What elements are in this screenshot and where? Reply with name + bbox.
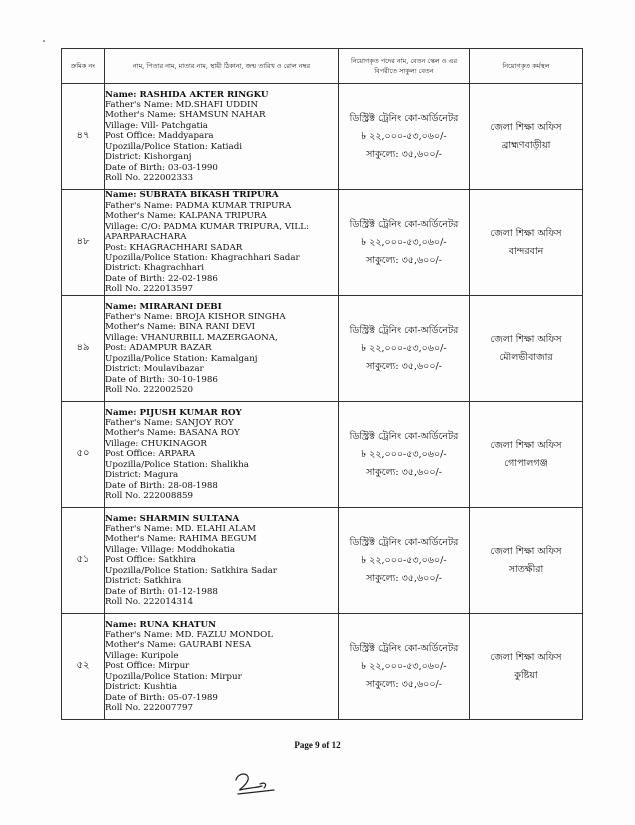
candidate-detail-line: Father's Name: MD.SHAFI UDDIN bbox=[105, 100, 259, 111]
candidate-detail-line: Roll No. 222002520 bbox=[105, 384, 194, 395]
candidate-info bbox=[105, 614, 339, 720]
candidate-detail-line: Upozilla/Police Station: Kamalganj bbox=[105, 353, 258, 364]
page-number: Page 9 of 12 bbox=[294, 740, 341, 750]
candidate-detail-line: Post Office: Mirpur bbox=[105, 661, 190, 672]
pay-scale: ৳ ২২,০০০-৫৩,০৬০/- bbox=[361, 130, 447, 142]
appointment-table bbox=[61, 48, 583, 720]
candidate-info bbox=[105, 296, 339, 402]
candidate-detail-line: Mother's Name: KALPANA TRIPURA bbox=[105, 211, 267, 222]
table-row bbox=[62, 508, 583, 614]
header-info: নাম, পিতার নাম, মাতার নাম, স্থায়ী ঠিকানা, জন্ম তারিখ ও রোল নম্বর bbox=[105, 49, 339, 84]
candidate-detail-line: Upozilla/Police Station: Shalikha bbox=[105, 459, 249, 470]
candidate-name: Name: PIJUSH KUMAR ROY bbox=[105, 407, 242, 418]
candidate-detail-line: Mother's Name: BINA RANI DEVI bbox=[105, 322, 256, 333]
candidate-detail-line: Mother's Name: BASANA ROY bbox=[105, 428, 240, 439]
candidate-detail-line: Upozilla/Police Station: Satkhira Sadar bbox=[105, 565, 277, 576]
candidate-detail-line: Village: C/O: PADMA KUMAR TRIPURA, VILL: bbox=[105, 221, 309, 232]
candidate-detail-line: APARPARACHARA bbox=[105, 232, 187, 243]
post-and-salary bbox=[339, 508, 470, 614]
candidate-detail-line: Father's Name: SANJOY ROY bbox=[105, 418, 234, 429]
candidate-detail-line: Upozilla/Police Station: Khagrachhari Sadar bbox=[105, 252, 300, 263]
candidate-detail-line: District: Kishorganj bbox=[105, 152, 192, 163]
candidate-name: Name: SHARMIN SULTANA bbox=[105, 513, 240, 524]
candidate-name: Name: MIRARANI DEBI bbox=[105, 301, 222, 312]
header-serial: ক্রমিক নং bbox=[62, 49, 105, 84]
total-salary: সাকুল্যে: ৩৫,৬০০/- bbox=[366, 466, 442, 478]
candidate-detail-line: Mother's Name: RAHIMA BEGUM bbox=[105, 534, 257, 545]
table-row bbox=[62, 402, 583, 508]
pay-scale: ৳ ২২,০০০-৫৩,০৬০/- bbox=[361, 236, 447, 248]
candidate-detail-line: Village: Vill- Patchgatia bbox=[105, 120, 208, 131]
candidate-info bbox=[105, 508, 339, 614]
candidate-detail-line: Father's Name: MD. ELAHI ALAM bbox=[105, 524, 256, 535]
post-and-salary bbox=[339, 190, 470, 296]
workplace bbox=[470, 296, 583, 402]
candidate-detail-line: Post: ADAMPUR BAZAR bbox=[105, 343, 212, 354]
candidate-detail-line: Post Office: ARPARA bbox=[105, 449, 196, 460]
candidate-detail-line: Post Office: Satkhira bbox=[105, 555, 196, 566]
office-name: জেলা শিক্ষা অফিস bbox=[490, 439, 562, 451]
candidate-detail-line: Date of Birth: 01-12-1988 bbox=[105, 586, 218, 597]
scan-speck bbox=[43, 40, 45, 42]
candidate-detail-line: Roll No. 222008859 bbox=[105, 490, 194, 501]
candidate-detail-line: Roll No. 222002333 bbox=[105, 172, 194, 183]
workplace bbox=[470, 614, 583, 720]
candidate-detail-line: Upozilla/Police Station: Katiadi bbox=[105, 141, 243, 152]
candidate-detail-line: Date of Birth: 30-10-1986 bbox=[105, 374, 218, 385]
post-title: ডিস্ট্রিক্ট ট্রেনিং কো-অর্ডিনেটর bbox=[349, 324, 459, 336]
post-title: ডিস্ট্রিক্ট ট্রেনিং কো-অর্ডিনেটর bbox=[349, 218, 459, 230]
candidate-detail-line: District: Kushtia bbox=[105, 682, 178, 693]
pay-scale: ৳ ২২,০০০-৫৩,০৬০/- bbox=[361, 448, 447, 460]
serial-number: ৪৮ bbox=[62, 190, 105, 296]
table-row bbox=[62, 84, 583, 190]
office-district: কুষ্টিয়া bbox=[514, 669, 538, 681]
workplace bbox=[470, 508, 583, 614]
workplace bbox=[470, 84, 583, 190]
table-row bbox=[62, 190, 583, 296]
office-district: সাতক্ষীরা bbox=[508, 563, 544, 575]
candidate-detail-line: Roll No. 222007797 bbox=[105, 702, 194, 713]
candidate-detail-line: Date of Birth: 28-08-1988 bbox=[105, 480, 218, 491]
candidate-detail-line: Date of Birth: 05-07-1989 bbox=[105, 692, 218, 703]
candidate-detail-line: District: Satkhira bbox=[105, 576, 182, 587]
table-row bbox=[62, 614, 583, 720]
candidate-detail-line: Roll No. 222013597 bbox=[105, 284, 194, 295]
candidate-detail-line: Date of Birth: 03-03-1990 bbox=[105, 162, 218, 173]
candidate-detail-line: Village: Kuripole bbox=[105, 650, 179, 661]
handwritten-signature bbox=[230, 768, 280, 798]
table-header-row bbox=[62, 49, 583, 84]
office-district: বান্দরবান bbox=[508, 245, 544, 257]
serial-number: ৫১ bbox=[62, 508, 105, 614]
candidate-detail-line: Father's Name: BROJA KISHOR SINGHA bbox=[105, 312, 286, 323]
office-name: জেলা শিক্ষা অফিস bbox=[490, 121, 562, 133]
candidate-detail-line: Mother's Name: GAURABI NESA bbox=[105, 640, 252, 651]
candidate-name: Name: RUNA KHATUN bbox=[105, 619, 217, 630]
candidate-name: Name: RASHIDA AKTER RINGKU bbox=[105, 89, 269, 100]
post-title: ডিস্ট্রিক্ট ট্রেনিং কো-অর্ডিনেটর bbox=[349, 430, 459, 442]
candidate-info bbox=[105, 84, 339, 190]
candidate-info bbox=[105, 190, 339, 296]
total-salary: সাকুল্যে: ৩৫,৬০০/- bbox=[366, 572, 442, 584]
candidate-detail-line: District: Khagrachhari bbox=[105, 263, 204, 274]
post-and-salary bbox=[339, 296, 470, 402]
serial-number: ৫০ bbox=[62, 402, 105, 508]
pay-scale: ৳ ২২,০০০-৫৩,০৬০/- bbox=[361, 342, 447, 354]
table-row bbox=[62, 296, 583, 402]
total-salary: সাকুল্যে: ৩৫,৬০০/- bbox=[366, 678, 442, 690]
serial-number: ৪৯ bbox=[62, 296, 105, 402]
post-title: ডিস্ট্রিক্ট ট্রেনিং কো-অর্ডিনেটর bbox=[349, 112, 459, 124]
pay-scale: ৳ ২২,০০০-৫৩,০৬০/- bbox=[361, 554, 447, 566]
total-salary: সাকুল্যে: ৩৫,৬০০/- bbox=[366, 360, 442, 372]
pay-scale: ৳ ২২,০০০-৫৩,০৬০/- bbox=[361, 660, 447, 672]
total-salary: সাকুল্যে: ৩৫,৬০০/- bbox=[366, 254, 442, 266]
total-salary: সাকুল্যে: ৩৫,৬০০/- bbox=[366, 148, 442, 160]
post-title: ডিস্ট্রিক্ট ট্রেনিং কো-অর্ডিনেটর bbox=[349, 642, 459, 654]
office-name: জেলা শিক্ষা অফিস bbox=[490, 545, 562, 557]
post-and-salary bbox=[339, 402, 470, 508]
post-and-salary bbox=[339, 84, 470, 190]
office-name: জেলা শিক্ষা অফিস bbox=[490, 651, 562, 663]
candidate-name: Name: SUBRATA BIKASH TRIPURA bbox=[105, 190, 279, 201]
workplace bbox=[470, 190, 583, 296]
candidate-detail-line: Father's Name: MD. FAZLU MONDOL bbox=[105, 630, 273, 641]
office-district: মৌলভীবাজার bbox=[499, 351, 553, 363]
serial-number: ৫২ bbox=[62, 614, 105, 720]
candidate-detail-line: Mother's Name: SHAMSUN NAHAR bbox=[105, 110, 266, 121]
candidate-info bbox=[105, 402, 339, 508]
post-and-salary bbox=[339, 614, 470, 720]
office-district: ব্রাহ্মণবাড়ীয়া bbox=[501, 139, 551, 151]
candidate-detail-line: Post Office: Maddyapara bbox=[105, 131, 214, 142]
candidate-detail-line: Father's Name: PADMA KUMAR TRIPURA bbox=[105, 200, 292, 211]
candidate-detail-line: Post: KHAGRACHHARI SADAR bbox=[105, 242, 243, 253]
candidate-detail-line: Village: CHUKINAGOR bbox=[105, 438, 207, 449]
header-office: নিয়োগকৃত কর্মস্থল bbox=[470, 49, 583, 84]
candidate-detail-line: Village: VHANURBILL MAZERGAONA, bbox=[105, 332, 278, 343]
candidate-detail-line: Date of Birth: 22-02-1986 bbox=[105, 273, 218, 284]
serial-number: ৪৭ bbox=[62, 84, 105, 190]
header-post: নিয়োগকৃত পদের নাম, বেতন স্কেল ও এর বিপরীতে সাকুল্য বেতন bbox=[339, 49, 470, 84]
table-body bbox=[62, 84, 583, 720]
candidate-detail-line: Upozilla/Police Station: Mirpur bbox=[105, 671, 242, 682]
candidate-detail-line: District: Moulavibazar bbox=[105, 364, 204, 375]
candidate-detail-line: Roll No. 222014314 bbox=[105, 596, 194, 607]
candidate-detail-line: District: Magura bbox=[105, 470, 179, 481]
post-title: ডিস্ট্রিক্ট ট্রেনিং কো-অর্ডিনেটর bbox=[349, 536, 459, 548]
workplace bbox=[470, 402, 583, 508]
office-district: গোপালগঞ্জ bbox=[504, 457, 548, 469]
office-name: জেলা শিক্ষা অফিস bbox=[490, 227, 562, 239]
office-name: জেলা শিক্ষা অফিস bbox=[490, 333, 562, 345]
candidate-detail-line: Village: Village: Moddhokatia bbox=[105, 544, 236, 555]
